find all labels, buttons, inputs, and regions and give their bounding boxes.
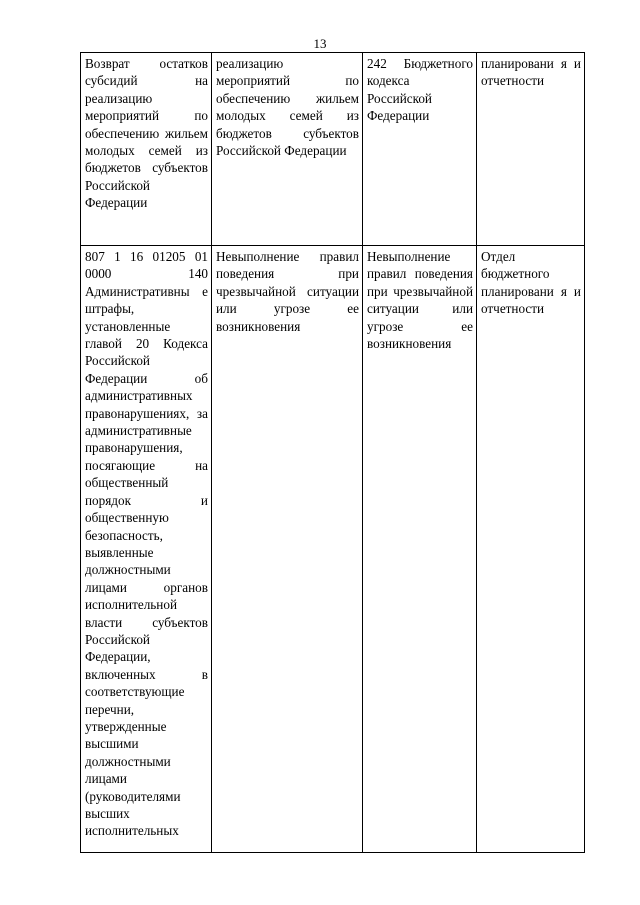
cell-responsible — [477, 246, 585, 853]
cell-description — [212, 53, 363, 246]
cell-text: 242 Бюджетного кодекса Российской Федерации — [367, 56, 473, 124]
cell-responsible — [477, 53, 585, 246]
cell-legal-basis — [363, 53, 477, 246]
cell-text: Невыполнение правил поведения при чрезвычайной ситуации или угрозе ее возникновения — [216, 249, 359, 334]
cell-description — [212, 246, 363, 853]
cell-text: планировани я и отчетности — [481, 56, 581, 89]
cell-text: реализацию мероприятий по обеспечению жильем молодых семей из бюджетов субъектов Российской Федерации — [216, 56, 359, 159]
cell-text: Отдел бюджетного планировани я и отчетности — [481, 249, 581, 317]
cell-text: Невыполнение правил поведения при чрезвычайной ситуации или угрозе ее возникновения — [367, 249, 473, 352]
table-row — [81, 53, 585, 246]
document-table — [80, 52, 585, 853]
page-number: 13 — [313, 36, 327, 51]
cell-text: 807 1 16 01205 01 0000 140 Административны е штрафы, установленные главой 20 Кодекса Российской Федерации об административных правонарушениях, за административные правонарушения, посягающие на общественный порядок и общественную безопасность, выявленные должностными лицами органов исполнительной власти субъектов Российской Федерации, включенных в соответствующие перечни, утвержденные высшими должностными лицами (руководителями высших исполнительных — [85, 249, 208, 839]
cell-revenue-name — [81, 53, 212, 246]
cell-revenue-name — [81, 246, 212, 853]
cell-legal-basis — [363, 246, 477, 853]
cell-text: Возврат остатков субсидий на реализацию мероприятий по обеспечению жильем молодых семей из бюджетов субъектов Российской Федерации — [85, 56, 208, 211]
table-row — [81, 246, 585, 853]
